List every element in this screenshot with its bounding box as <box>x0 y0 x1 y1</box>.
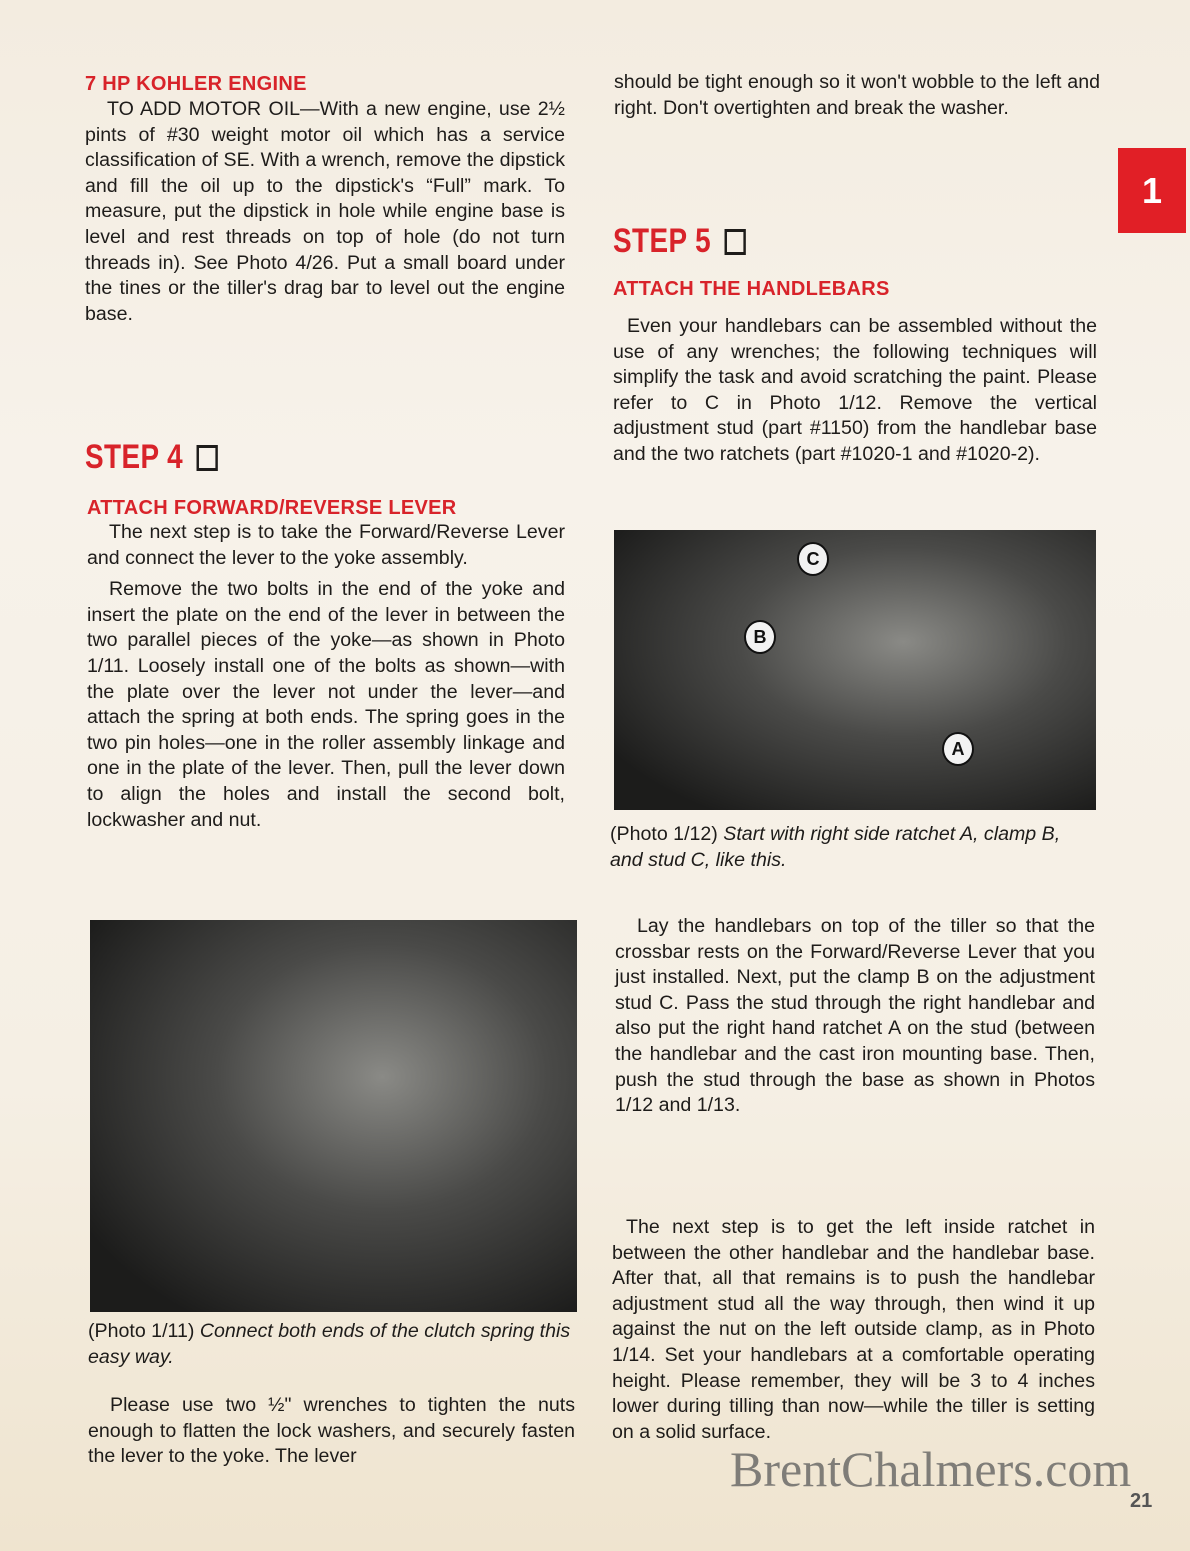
step-5-para-1: Even your handlebars can be assembled without the use of any wrenches; the following techniques will simplify the task and avoid scratching the paint. Please refer to C in Photo 1/12. Remove the vertical adjustment stud (part #1150) from the handlebar base and the two ratchets (part #1020-1 and #1020-2). <box>613 315 1097 465</box>
oil-text: TO ADD MOTOR OIL—With a new engine, use 2½ pints of #30 weight motor oil which has a service classification of SE. With a wrench, remove the dipstick and fill the oil up to the dipstick's “Full” mark. To measure, put the dipstick in hole while engine base is level and rest threads on top of hole (do not turn threads in). See Photo 4/26. Put a small board under the tines or the tiller's drag bar to level out the engine base. <box>85 98 565 325</box>
label-a: A <box>942 732 974 766</box>
page-number: 21 <box>1130 1490 1153 1512</box>
photo-1-12-caption <box>610 821 1096 873</box>
washer-text: should be tight enough so it won't wobble to the left and right. Don't overtighten and break the washer. <box>614 71 1100 119</box>
step-5-title: STEP 5 <box>613 222 712 260</box>
step-4-body <box>87 520 565 833</box>
caption-text: Start with right side ratchet A, clamp B, and stud C, like this. <box>610 823 1061 871</box>
step-4-title: STEP 4 <box>85 438 184 476</box>
step-4-para-2: Remove the two bolts in the end of the yoke and insert the plate on the end of the lever in between the two parallel pieces of the yoke—as shown in Photo 1/11. Loosely install one of the bolts as shown—with the plate over the lever not under the lever—and attach the spring at both ends. The spring goes in the two pin holes—one in the roller assembly linkage and one in the plate of the lever. Then, pull the lever down to align the holes and install the second bolt, lockwasher and nut. <box>87 578 565 831</box>
checkbox-icon[interactable] <box>724 229 745 255</box>
step-5-body <box>613 314 1097 468</box>
photo-1-11-caption <box>88 1318 578 1370</box>
washer-paragraph <box>614 70 1100 121</box>
handlebar-paragraph-2 <box>612 1215 1095 1445</box>
caption-label: (Photo 1/11) <box>88 1320 195 1342</box>
handlebar-text-1: Lay the handlebars on top of the tiller so that the crossbar rests on the Forward/Reverse Lever that you just installed. Next, put the clamp B on the adjustment stud C. Pass the stud through the right handlebar and also put the right hand ratchet A on the stud (between the handlebar and the cast iron mounting base. Then, push the stud through the base as shown in Photos 1/12 and 1/13. <box>615 915 1095 1117</box>
section-heading-kohler-engine: 7 HP KOHLER ENGINE <box>85 73 307 95</box>
step-4-heading <box>85 438 217 477</box>
oil-paragraph <box>85 97 565 327</box>
handlebar-text-2: The next step is to get the left inside ratchet in between the other handlebar and the handlebar base. After that, all that remains is to push the handlebar adjustment stud all the way through, then wind it up against the nut on the left outside clamp, as in Photo 1/14. Set your handlebars at a comfortable operating height. Please remember, they will be 3 to 4 inches lower during tilling than now—while the tiller is setting on a solid surface. <box>612 1216 1095 1443</box>
handlebar-paragraph-1 <box>615 914 1095 1119</box>
photo-1-12-handlebar-ratchet <box>614 530 1096 810</box>
chapter-tab: 1 <box>1118 148 1186 233</box>
lever-text: Please use two ½" wrenches to tighten the nuts enough to flatten the lock washers, and securely fasten the lever to the yoke. The lever <box>88 1394 575 1468</box>
photo-1-11-clutch-spring <box>90 920 577 1312</box>
step-4-para-1: The next step is to take the Forward/Reverse Lever and connect the lever to the yoke assembly. <box>87 521 565 569</box>
step-5-subheading: ATTACH THE HANDLEBARS <box>613 278 890 300</box>
step-4-subheading: ATTACH FORWARD/REVERSE LEVER <box>87 497 457 519</box>
step-5-heading <box>613 222 745 261</box>
label-c: C <box>797 542 829 576</box>
lever-paragraph <box>88 1393 575 1470</box>
label-b: B <box>744 620 776 654</box>
watermark: BrentChalmers.com <box>730 1441 1132 1497</box>
caption-text: Connect both ends of the clutch spring this easy way. <box>88 1320 571 1368</box>
caption-label: (Photo 1/12) <box>610 823 718 845</box>
checkbox-icon[interactable] <box>196 445 217 471</box>
